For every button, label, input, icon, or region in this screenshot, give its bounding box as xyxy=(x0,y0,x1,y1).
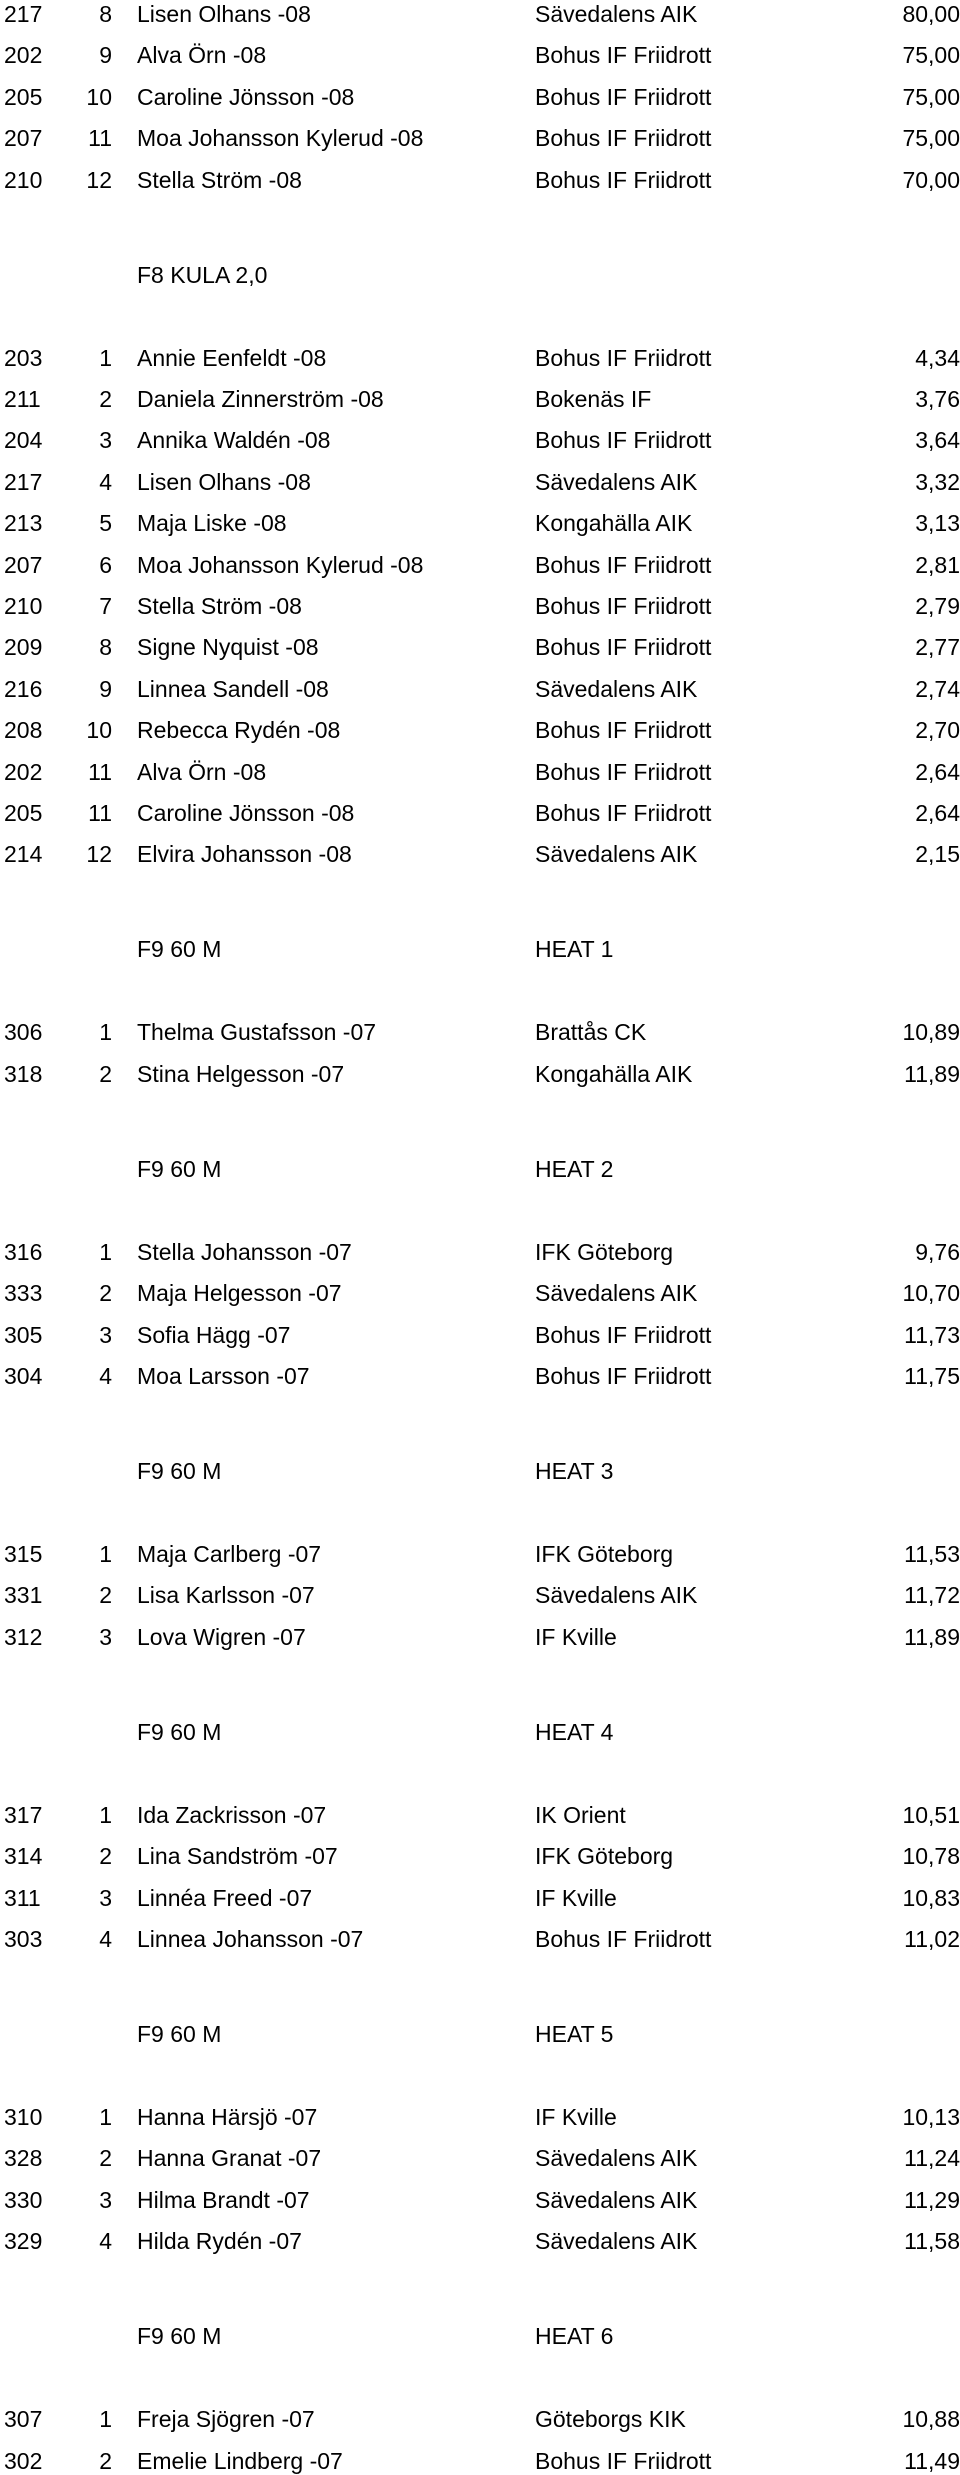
result-row xyxy=(0,166,960,194)
event-header xyxy=(0,261,960,289)
result-value: 2,70 xyxy=(915,717,960,744)
athlete-name: Maja Carlberg -07 xyxy=(137,1541,322,1567)
result-row xyxy=(0,1279,960,1307)
club-name: Brattås CK xyxy=(535,1019,647,1046)
result-value: 10,70 xyxy=(902,1280,960,1307)
heat-label: HEAT 3 xyxy=(535,1458,614,1484)
result-value: 10,88 xyxy=(902,2406,960,2433)
result-value: 3,76 xyxy=(915,386,960,412)
placing: 6 xyxy=(99,551,112,578)
club-name: Göteborgs KIK xyxy=(535,2406,686,2433)
club-name: Sävedalens AIK xyxy=(535,468,698,495)
bib-number: 205 xyxy=(4,83,43,110)
athlete-name: Maja Liske -08 xyxy=(137,510,287,537)
bib-number: 306 xyxy=(4,1019,43,1046)
heat-label: HEAT 5 xyxy=(535,2021,614,2047)
result-row xyxy=(0,0,960,28)
placing: 1 xyxy=(99,2104,112,2130)
bib-number: 209 xyxy=(4,634,43,661)
athlete-name: Sofia Hägg -07 xyxy=(137,1321,291,1348)
club-name: IK Orient xyxy=(535,1801,626,1828)
bib-number: 204 xyxy=(4,427,43,454)
result-row xyxy=(0,1842,960,1870)
result-row xyxy=(0,758,960,786)
athlete-name: Freja Sjögren -07 xyxy=(137,2406,315,2433)
result-value: 11,72 xyxy=(904,1582,960,1609)
event-title: F9 60 M xyxy=(137,1718,222,1745)
result-value: 80,00 xyxy=(902,1,960,27)
club-name: Bohus IF Friidrott xyxy=(535,125,712,152)
placing: 3 xyxy=(99,427,112,454)
bib-number: 214 xyxy=(4,841,43,868)
result-value: 11,49 xyxy=(904,2447,960,2474)
event-title: F9 60 M xyxy=(137,2021,222,2047)
result-value: 2,64 xyxy=(915,758,960,785)
result-row xyxy=(0,2144,960,2172)
result-row xyxy=(0,1540,960,1568)
club-name: Bohus IF Friidrott xyxy=(535,1321,712,1348)
club-name: IFK Göteborg xyxy=(535,1238,674,1265)
athlete-name: Ida Zackrisson -07 xyxy=(137,1801,327,1828)
club-name: Bohus IF Friidrott xyxy=(535,593,712,619)
result-value: 75,00 xyxy=(902,42,960,69)
bib-number: 210 xyxy=(4,593,43,619)
athlete-name: Linnéa Freed -07 xyxy=(137,1884,313,1911)
result-value: 10,89 xyxy=(902,1019,960,1046)
athlete-name: Hanna Härsjö -07 xyxy=(137,2104,318,2130)
placing: 9 xyxy=(99,675,112,702)
athlete-name: Moa Johansson Kylerud -08 xyxy=(137,551,424,578)
club-name: Sävedalens AIK xyxy=(535,1582,698,1609)
result-row xyxy=(0,509,960,537)
bib-number: 315 xyxy=(4,1541,43,1567)
result-row xyxy=(0,1321,960,1349)
placing: 2 xyxy=(99,1843,112,1870)
result-value: 11,29 xyxy=(904,2186,960,2213)
placing: 1 xyxy=(99,1238,112,1265)
result-row xyxy=(0,633,960,661)
result-value: 11,89 xyxy=(904,1060,960,1087)
event-header xyxy=(0,1718,960,1746)
result-row xyxy=(0,675,960,703)
result-value: 3,13 xyxy=(915,510,960,537)
club-name: Bohus IF Friidrott xyxy=(535,2447,712,2474)
athlete-name: Thelma Gustafsson -07 xyxy=(137,1019,377,1046)
placing: 11 xyxy=(88,758,112,785)
placing: 8 xyxy=(99,634,112,661)
result-row xyxy=(0,2405,960,2433)
bib-number: 307 xyxy=(4,2406,43,2433)
placing: 1 xyxy=(99,344,112,371)
athlete-name: Lina Sandström -07 xyxy=(137,1843,338,1870)
placing: 11 xyxy=(88,800,112,826)
club-name: Sävedalens AIK xyxy=(535,2228,698,2255)
bib-number: 329 xyxy=(4,2228,43,2255)
athlete-name: Linnea Sandell -08 xyxy=(137,675,329,702)
club-name: Sävedalens AIK xyxy=(535,1280,698,1307)
event-title: F9 60 M xyxy=(137,2323,222,2350)
result-row xyxy=(0,1238,960,1266)
bib-number: 211 xyxy=(4,386,41,412)
placing: 4 xyxy=(99,1363,112,1389)
bib-number: 217 xyxy=(4,1,43,27)
result-value: 70,00 xyxy=(902,166,960,193)
result-row xyxy=(0,83,960,111)
result-value: 9,76 xyxy=(915,1238,960,1265)
placing: 3 xyxy=(99,1884,112,1911)
heat-label: HEAT 1 xyxy=(535,936,614,963)
placing: 1 xyxy=(99,1801,112,1828)
club-name: IF Kville xyxy=(535,2104,617,2130)
bib-number: 207 xyxy=(4,125,43,152)
placing: 1 xyxy=(99,2406,112,2433)
result-value: 11,89 xyxy=(904,1623,960,1650)
bib-number: 314 xyxy=(4,1843,43,1870)
bib-number: 317 xyxy=(4,1801,43,1828)
placing: 2 xyxy=(99,1582,112,1609)
result-row xyxy=(0,1884,960,1912)
club-name: Kongahälla AIK xyxy=(535,1060,693,1087)
result-value: 11,73 xyxy=(904,1321,960,1348)
bib-number: 316 xyxy=(4,1238,43,1265)
result-row xyxy=(0,344,960,372)
result-row xyxy=(0,468,960,496)
club-name: Bohus IF Friidrott xyxy=(535,166,712,193)
bib-number: 202 xyxy=(4,42,43,69)
result-value: 11,02 xyxy=(904,1926,960,1952)
placing: 1 xyxy=(99,1541,112,1567)
result-row xyxy=(0,716,960,744)
club-name: Bohus IF Friidrott xyxy=(535,717,712,744)
placing: 2 xyxy=(99,2447,112,2474)
event-title: F9 60 M xyxy=(137,936,222,963)
athlete-name: Lova Wigren -07 xyxy=(137,1623,306,1650)
club-name: Bohus IF Friidrott xyxy=(535,427,712,454)
club-name: Bohus IF Friidrott xyxy=(535,42,712,69)
placing: 2 xyxy=(99,1060,112,1087)
result-row xyxy=(0,551,960,579)
bib-number: 217 xyxy=(4,468,43,495)
result-row xyxy=(0,2186,960,2214)
result-row xyxy=(0,2447,960,2475)
result-row xyxy=(0,41,960,69)
placing: 3 xyxy=(99,1321,112,1348)
bib-number: 205 xyxy=(4,800,43,826)
result-row xyxy=(0,1581,960,1609)
bib-number: 310 xyxy=(4,2104,43,2130)
athlete-name: Lisa Karlsson -07 xyxy=(137,1582,315,1609)
result-value: 2,79 xyxy=(915,593,960,619)
athlete-name: Alva Örn -08 xyxy=(137,42,267,69)
athlete-name: Alva Örn -08 xyxy=(137,758,267,785)
athlete-name: Annika Waldén -08 xyxy=(137,427,331,454)
athlete-name: Stella Ström -08 xyxy=(137,593,302,619)
result-row xyxy=(0,2227,960,2255)
athlete-name: Elvira Johansson -08 xyxy=(137,841,352,868)
club-name: IFK Göteborg xyxy=(535,1843,674,1870)
placing: 3 xyxy=(99,1623,112,1650)
athlete-name: Emelie Lindberg -07 xyxy=(137,2447,343,2474)
bib-number: 303 xyxy=(4,1926,43,1952)
event-header xyxy=(0,935,960,963)
placing: 12 xyxy=(86,841,112,868)
club-name: Bohus IF Friidrott xyxy=(535,83,712,110)
bib-number: 331 xyxy=(4,1582,43,1609)
result-value: 10,13 xyxy=(902,2104,960,2130)
placing: 1 xyxy=(99,1019,112,1046)
result-value: 2,74 xyxy=(915,675,960,702)
bib-number: 318 xyxy=(4,1060,43,1087)
result-value: 10,51 xyxy=(902,1801,960,1828)
bib-number: 304 xyxy=(4,1363,43,1389)
result-value: 11,58 xyxy=(904,2228,960,2255)
result-value: 4,34 xyxy=(915,344,960,371)
placing: 4 xyxy=(99,2228,112,2255)
placing: 4 xyxy=(99,1926,112,1952)
placing: 2 xyxy=(99,1280,112,1307)
club-name: Sävedalens AIK xyxy=(535,1,698,27)
placing: 9 xyxy=(99,42,112,69)
athlete-name: Stella Johansson -07 xyxy=(137,1238,352,1265)
athlete-name: Hilma Brandt -07 xyxy=(137,2186,310,2213)
result-value: 10,83 xyxy=(902,1884,960,1911)
heat-label: HEAT 6 xyxy=(535,2323,614,2350)
bib-number: 333 xyxy=(4,1280,43,1307)
athlete-name: Lisen Olhans -08 xyxy=(137,468,311,495)
heat-label: HEAT 2 xyxy=(535,1155,614,1182)
athlete-name: Hanna Granat -07 xyxy=(137,2145,322,2172)
athlete-name: Linnea Johansson -07 xyxy=(137,1926,364,1952)
athlete-name: Daniela Zinnerström -08 xyxy=(137,386,384,412)
placing: 8 xyxy=(99,1,112,27)
placing: 5 xyxy=(99,510,112,537)
club-name: IF Kville xyxy=(535,1884,617,1911)
bib-number: 202 xyxy=(4,758,43,785)
club-name: Bohus IF Friidrott xyxy=(535,1363,712,1389)
result-value: 2,64 xyxy=(915,800,960,826)
event-title: F9 60 M xyxy=(137,1155,222,1182)
club-name: Bohus IF Friidrott xyxy=(535,344,712,371)
result-value: 11,53 xyxy=(904,1541,960,1567)
bib-number: 213 xyxy=(4,510,43,537)
bib-number: 203 xyxy=(4,344,43,371)
result-row xyxy=(0,1623,960,1651)
event-title: F9 60 M xyxy=(137,1458,222,1484)
athlete-name: Moa Larsson -07 xyxy=(137,1363,310,1389)
bib-number: 207 xyxy=(4,551,43,578)
result-value: 2,77 xyxy=(915,634,960,661)
result-value: 2,15 xyxy=(915,841,960,868)
event-header xyxy=(0,1457,960,1485)
bib-number: 210 xyxy=(4,166,43,193)
placing: 10 xyxy=(86,717,112,744)
placing: 2 xyxy=(99,386,112,412)
result-value: 11,24 xyxy=(904,2145,960,2172)
club-name: Bohus IF Friidrott xyxy=(535,1926,712,1952)
club-name: IF Kville xyxy=(535,1623,617,1650)
club-name: Kongahälla AIK xyxy=(535,510,693,537)
bib-number: 302 xyxy=(4,2447,43,2474)
athlete-name: Hilda Rydén -07 xyxy=(137,2228,302,2255)
club-name: IFK Göteborg xyxy=(535,1541,674,1567)
club-name: Bokenäs IF xyxy=(535,386,652,412)
club-name: Sävedalens AIK xyxy=(535,2145,698,2172)
athlete-name: Caroline Jönsson -08 xyxy=(137,83,355,110)
athlete-name: Maja Helgesson -07 xyxy=(137,1280,342,1307)
result-row xyxy=(0,1925,960,1953)
club-name: Sävedalens AIK xyxy=(535,2186,698,2213)
event-header xyxy=(0,2020,960,2048)
result-row xyxy=(0,799,960,827)
athlete-name: Moa Johansson Kylerud -08 xyxy=(137,125,424,152)
result-row xyxy=(0,840,960,868)
result-row xyxy=(0,1018,960,1046)
club-name: Bohus IF Friidrott xyxy=(535,551,712,578)
result-row xyxy=(0,1801,960,1829)
result-value: 11,75 xyxy=(904,1363,960,1389)
athlete-name: Stella Ström -08 xyxy=(137,166,302,193)
event-title: F8 KULA 2,0 xyxy=(137,261,268,288)
athlete-name: Lisen Olhans -08 xyxy=(137,1,311,27)
athlete-name: Caroline Jönsson -08 xyxy=(137,800,355,826)
placing: 4 xyxy=(99,468,112,495)
result-row xyxy=(0,2103,960,2131)
result-row xyxy=(0,592,960,620)
heat-label: HEAT 4 xyxy=(535,1718,614,1745)
bib-number: 208 xyxy=(4,717,43,744)
event-header xyxy=(0,2322,960,2350)
result-value: 10,78 xyxy=(902,1843,960,1870)
placing: 11 xyxy=(88,125,112,152)
bib-number: 311 xyxy=(4,1884,41,1911)
club-name: Sävedalens AIK xyxy=(535,675,698,702)
bib-number: 330 xyxy=(4,2186,43,2213)
bib-number: 312 xyxy=(4,1623,43,1650)
result-row xyxy=(0,1060,960,1088)
athlete-name: Signe Nyquist -08 xyxy=(137,634,319,661)
athlete-name: Annie Eenfeldt -08 xyxy=(137,344,327,371)
athlete-name: Rebecca Rydén -08 xyxy=(137,717,341,744)
placing: 2 xyxy=(99,2145,112,2172)
club-name: Bohus IF Friidrott xyxy=(535,758,712,785)
result-row xyxy=(0,426,960,454)
result-row xyxy=(0,385,960,413)
result-value: 3,32 xyxy=(915,468,960,495)
result-row xyxy=(0,124,960,152)
club-name: Sävedalens AIK xyxy=(535,841,698,868)
result-value: 75,00 xyxy=(902,125,960,152)
result-value: 2,81 xyxy=(915,551,960,578)
bib-number: 328 xyxy=(4,2145,43,2172)
bib-number: 216 xyxy=(4,675,43,702)
club-name: Bohus IF Friidrott xyxy=(535,800,712,826)
placing: 10 xyxy=(86,83,112,110)
club-name: Bohus IF Friidrott xyxy=(535,634,712,661)
result-value: 3,64 xyxy=(915,427,960,454)
athlete-name: Stina Helgesson -07 xyxy=(137,1060,345,1087)
result-value: 75,00 xyxy=(902,83,960,110)
placing: 7 xyxy=(99,593,112,619)
placing: 12 xyxy=(86,166,112,193)
result-row xyxy=(0,1362,960,1390)
event-header xyxy=(0,1155,960,1183)
placing: 3 xyxy=(99,2186,112,2213)
bib-number: 305 xyxy=(4,1321,43,1348)
